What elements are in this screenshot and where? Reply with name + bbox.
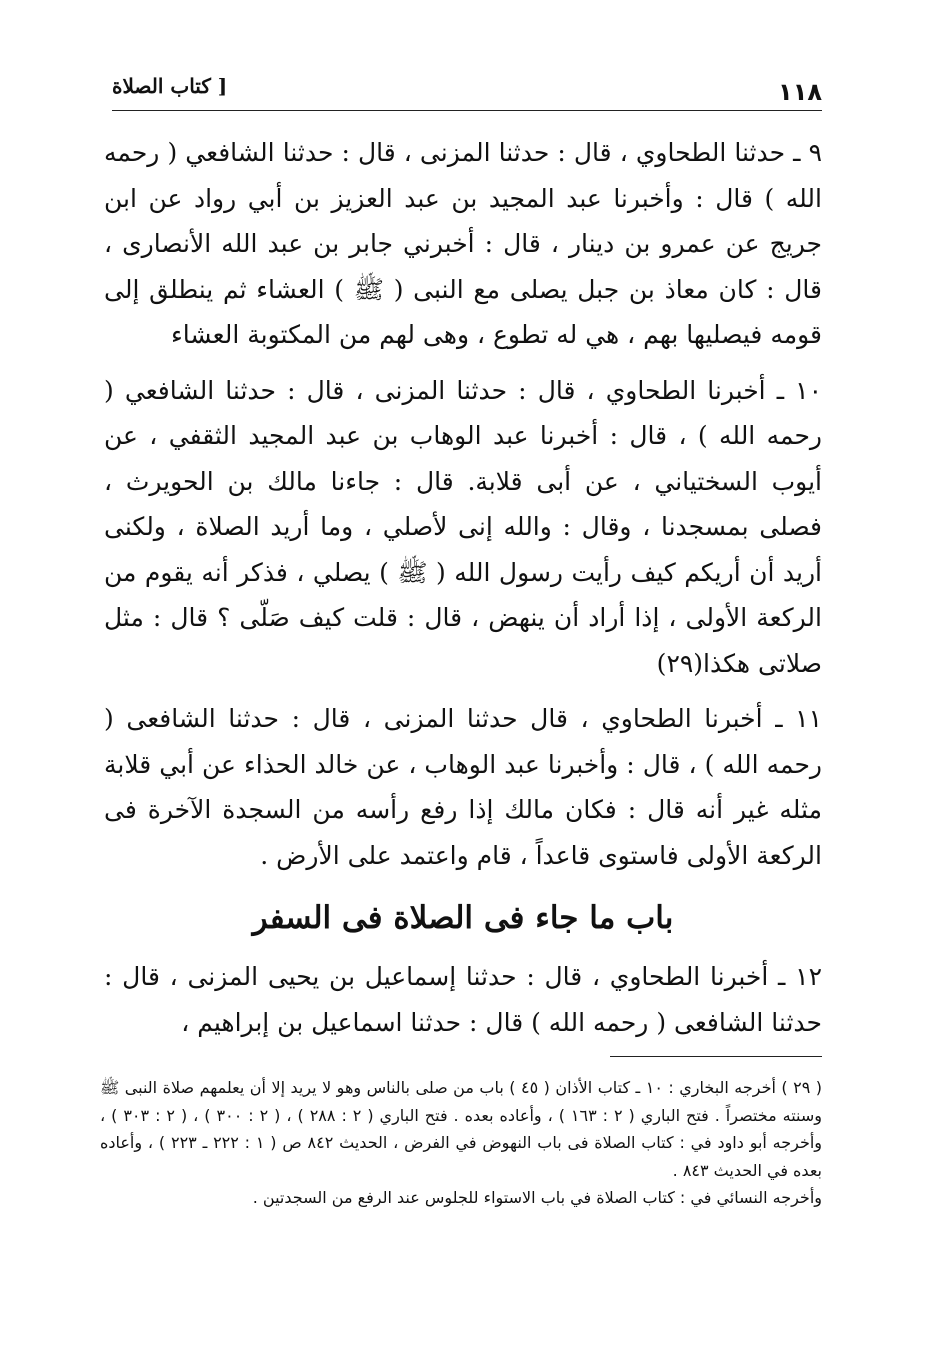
page-header [112, 68, 822, 111]
footnote-29-continued: وأخرجه النسائي في : كتاب الصلاة في باب الاستواء للجلوس عند الرفع من السجدتين . [252, 1188, 822, 1207]
page-number: ١١٨ [778, 78, 822, 106]
section-heading: باب ما جاء فى الصلاة فى السفر [252, 900, 674, 936]
hadith-paragraph-9: ٩ ـ حدثنا الطحاوي ، قال : حدثنا المزنى ، قال : حدثنا الشافعي ( رحمه الله ) قال : وأخبرنا عبد المجيد بن عبد العزيز بن أبي رواد عن ابن جريج عن عمرو بن دينار ، قال : أخبرني جابر بن عبد الله الأنصارى ، قال : كان معاذ بن جبل يصلى مع النبى ( ﷺ ) العشاء ثم ينطلق إلى قومه فيصليها بهم ، هي له تطوع ، وهى لهم من المكتوبة العشاء [104, 138, 822, 349]
hadith-paragraph-12: ١٢ ـ أخبرنا الطحاوي ، قال : حدثنا إسماعيل بن يحيى المزنى ، قال : حدثنا الشافعى ( رحمه الله ) قال : حدثنا اسماعيل بن إبراهيم ، [104, 962, 822, 1037]
main-text [104, 130, 822, 1055]
footnote-29: ( ٢٩ ) أخرجه البخاري : ١٠ ـ كتاب الأذان ( ٤٥ ) باب من صلى بالناس وهو لا يريد إلا أن يعلمهم صلاة النبى ﷺ وسنته مختصراً . فتح الباري ( ٢ : ١٦٣ ) ، وأعاده بعده . فتح الباري ( ٢ : ٢٨٨ ) ، ( ٢ : ٣٠٠ ) ، ( ٢ : ٣٠٣ ) ، وأخرجه أبو داود في : كتاب الصلاة فى باب النهوض في الفرض ، الحديث ٨٤٢ ص ( ١ : ٢٢٢ ـ ٢٢٣ ) ، وأعاده بعده في الحديث ٨٤٣ . [100, 1078, 823, 1180]
running-head: [ كتاب الصلاة [112, 74, 228, 98]
hadith-paragraph-11: ١١ ـ أخبرنا الطحاوي ، قال حدثنا المزنى ، قال : حدثنا الشافعى ( رحمه الله ) ، قال : وأخبرنا عبد الوهاب ، عن خالد الحذاء عن أبي قلابة مثله غير أنه قال : فكان مالك إذا رفع رأسه من السجدة الآخرة فى الركعة الأولى فاستوى قاعداً ، قام واعتمد على الأرض . [104, 704, 822, 870]
footnotes [100, 1074, 822, 1212]
hadith-paragraph-10: ١٠ ـ أخبرنا الطحاوي ، قال : حدثنا المزنى ، قال : حدثنا الشافعي ( رحمه الله ) ، قال : أخبرنا عبد الوهاب بن عبد المجيد الثقفي ، عن أيوب السختياني ، عن أبى قلابة. قال : جاءنا مالك بن الحويرث ، فصلى بمسجدنا ، وقال : والله إنى لأصلي ، وما أريد الصلاة ، ولكنى أريد أن أريكم كيف رأيت رسول الله ( ﷺ ) يصلي ، فذكر أنه يقوم من الركعة الأولى ، إذا أراد أن ينهض ، قال : قلت كيف صَلّى ؟ قال : مثل صلاتى هكذا(٢٩) [104, 375, 822, 678]
footnote-divider [610, 1056, 822, 1057]
